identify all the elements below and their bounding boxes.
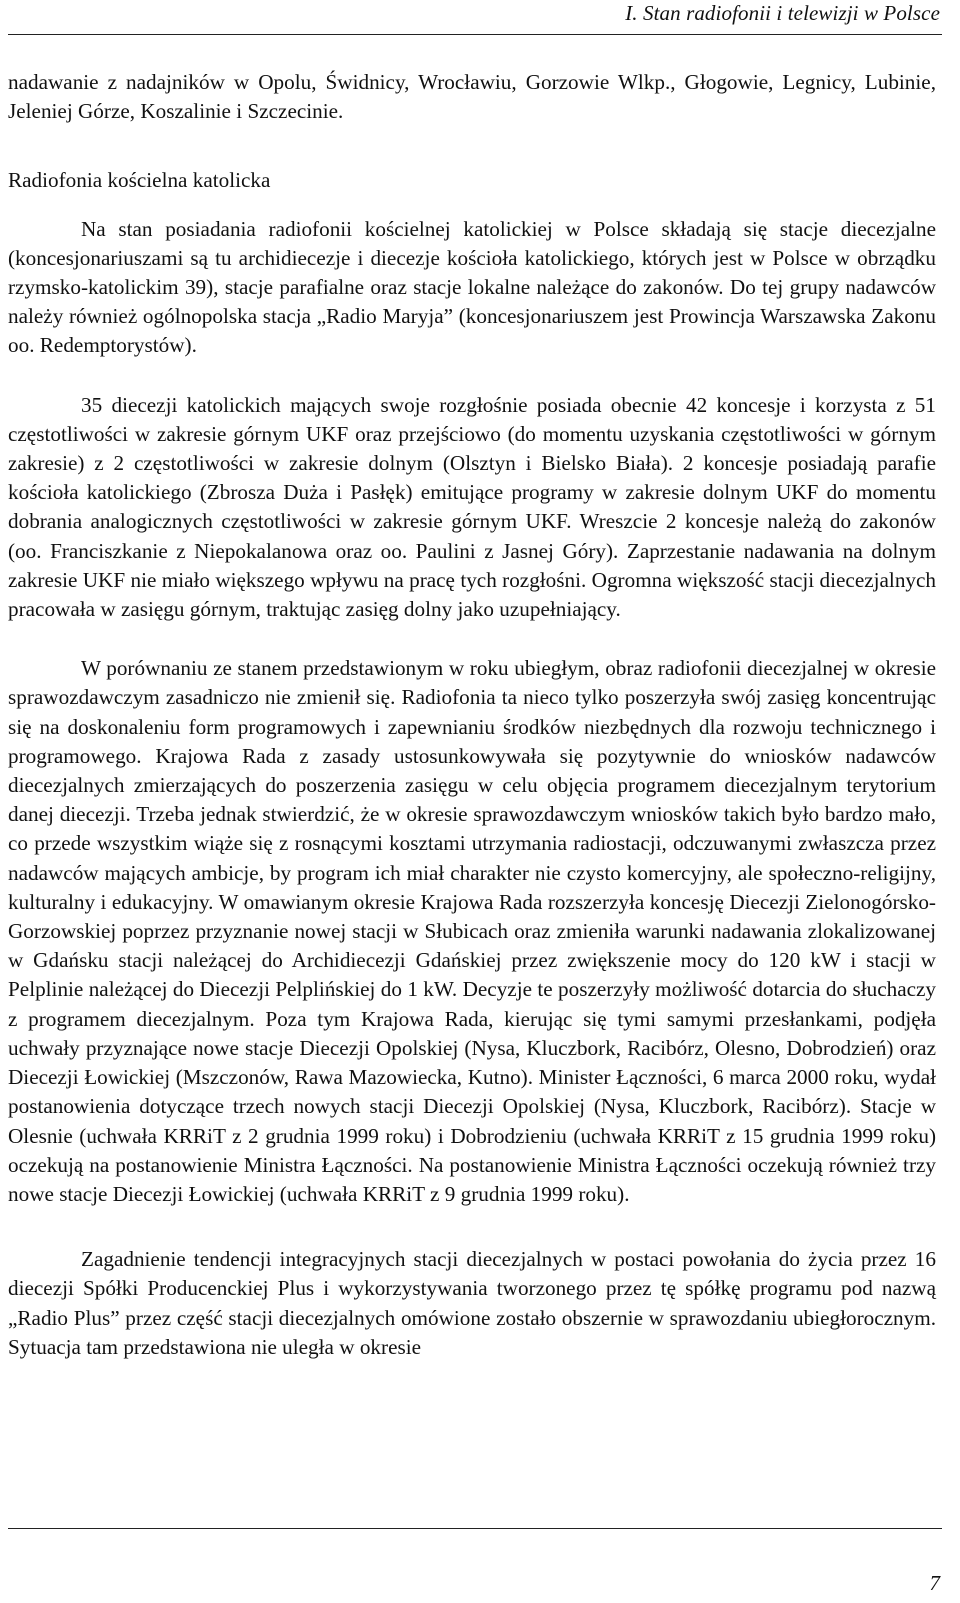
header-rule (8, 34, 942, 35)
paragraph-1: Na stan posiadania radiofonii kościelnej katolickiej w Polsce składają się stacje diecezjalne (koncesjonariuszami są tu archidiecezje i diecezje kościoła katolickiego, których jest w Polsce w obrządku rzymsko-katolickim 39), stacje parafialne oraz stacje lokalne należące do zakonów. Do tej grupy nadawców należy również ogólnopolska stacja „Radio Maryja” (koncesjonariuszem jest Prowincja Warszawska Zakonu oo. Redemptorystów). (8, 216, 936, 358)
paragraph-2: 35 diecezji katolickich mających swoje rozgłośnie posiada obecnie 42 koncesje i korzysta z 51 częstotliwości w zakresie górnym UKF oraz przejściowo (do momentu uzyskania częstotliwości w górnym zakresie) z 2 częstotliwości w zakresie dolnym (Olsztyn i Bielsko Biała). 2 koncesje posiadają parafie kościoła katolickiego (Zbrosza Duża i Pasłęk) emitujące programy w zakresie dolnym UKF do momentu dobrania analogicznych częstotliwości w zakresie górnym UKF. Wreszcie 2 koncesje należą do zakonów (oo. Franciszkanie z Niepokalanowa oraz oo. Paulini z Jasnej Góry). Zaprzestanie nadawania na dolnym zakresie UKF nie miało większego wpływu na pracę tych rozgłośni. Ogromna większość stacji diecezjalnych pracowała w zasięgu górnym, traktując zasięg dolny jako uzupełniający. (8, 392, 936, 622)
paragraph-4: Zagadnienie tendencji integracyjnych stacji diecezjalnych w postaci powołania do życia przez 16 diecezji Spółki Producenckiej Plus i wykorzystywania tworzonego przez tę spółkę programu pod nazwą „Radio Plus” przez część stacji diecezjalnych omówione zostało obszernie w sprawozdaniu ubiegłorocznym. Sytuacja tam przedstawiona nie uległa w okresie (8, 1247, 936, 1359)
paragraph-3: W porównaniu ze stanem przedstawionym w roku ubiegłym, obraz radiofonii diecezjalnej w okresie sprawozdawczym zasadniczo nie zmienił się. Radiofonia ta nieco tylko poszerzyła swój zasięg koncentrując się na doskonaleniu form programowych i zapewnianiu środków niezbędnych dla rozwoju technicznego i programowego. Krajowa Rada z zasady ustosunkowywała się pozytywnie do wniosków nadawców diecezjalnych zmierzających do poszerzenia zasięgu w celu objęcia programem diecezjalnym terytorium danej diecezji. Trzeba jednak stwierdzić, że w okresie sprawozdawczym wniosków takich było bardzo mało, co przede wszystkim wiąże się z rosnącymi kosztami utrzymania radiostacji, odczuwanymi zwłaszcza przez nadawców mających ambicje, by program ich miał charakter nie czysto komercyjny, ale społeczno-religijny, kulturalny i edukacyjny. W omawianym okresie Krajowa Rada rozszerzyła koncesję Diecezji Zielonogórsko-Gorzowskiej poprzez przyznanie nowej stacji w Słubicach oraz zmieniła warunki nadawania zlokalizowanej w Gdańsku stacji należącej do Archidiecezji Gdańskiej przez zwiększenie mocy do 120 kW i stacji w Pelplinie należącej do Diecezji Pelplińskiej do 1 kW. Decyzje te poszerzyły możliwość dotarcia do słuchaczy z programem diecezjalnym. Poza tym Krajowa Rada, kierując się tymi samymi przesłankami, podjęła uchwały przyznające nowe stacje Diecezji Opolskiej (Nysa, Kluczbork, Racibórz, Olesno, Dobrodzień) oraz Diecezji Łowickiej (Mszczonów, Rawa Mazowiecka, Kutno). Minister Łączności, 6 marca 2000 roku, wydał postanowienia dotyczące trzech nowych stacji Diecezji Opolskiej (Nysa, Kluczbork, Racibórz). Stacje w Olesnie (uchwała KRRiT z 2 grudnia 1999 roku) i Dobrodzieniu (uchwała KRRiT z 15 grudnia 1999 roku) oczekują na postanowienie Ministra Łączności. Na postanowienie Ministra Łączności oczekują również trzy nowe stacje Diecezji Łowickiej (uchwała KRRiT z 9 grudnia 1999 roku). (8, 656, 936, 1206)
running-header: I. Stan radiofonii i telewizji w Polsce (625, 1, 940, 25)
continuation-paragraph: nadawanie z nadajników w Opolu, Świdnicy, Wrocławiu, Gorzowie Wlkp., Głogowie, Legnicy, Lubinie, Jeleniej Górze, Koszalinie i Szczecinie. (8, 70, 936, 124)
page-number: 7 (929, 1571, 940, 1595)
page-content (8, 68, 936, 1362)
footer-rule (8, 1528, 942, 1529)
section-heading: Radiofonia kościelna katolicka (8, 168, 271, 193)
